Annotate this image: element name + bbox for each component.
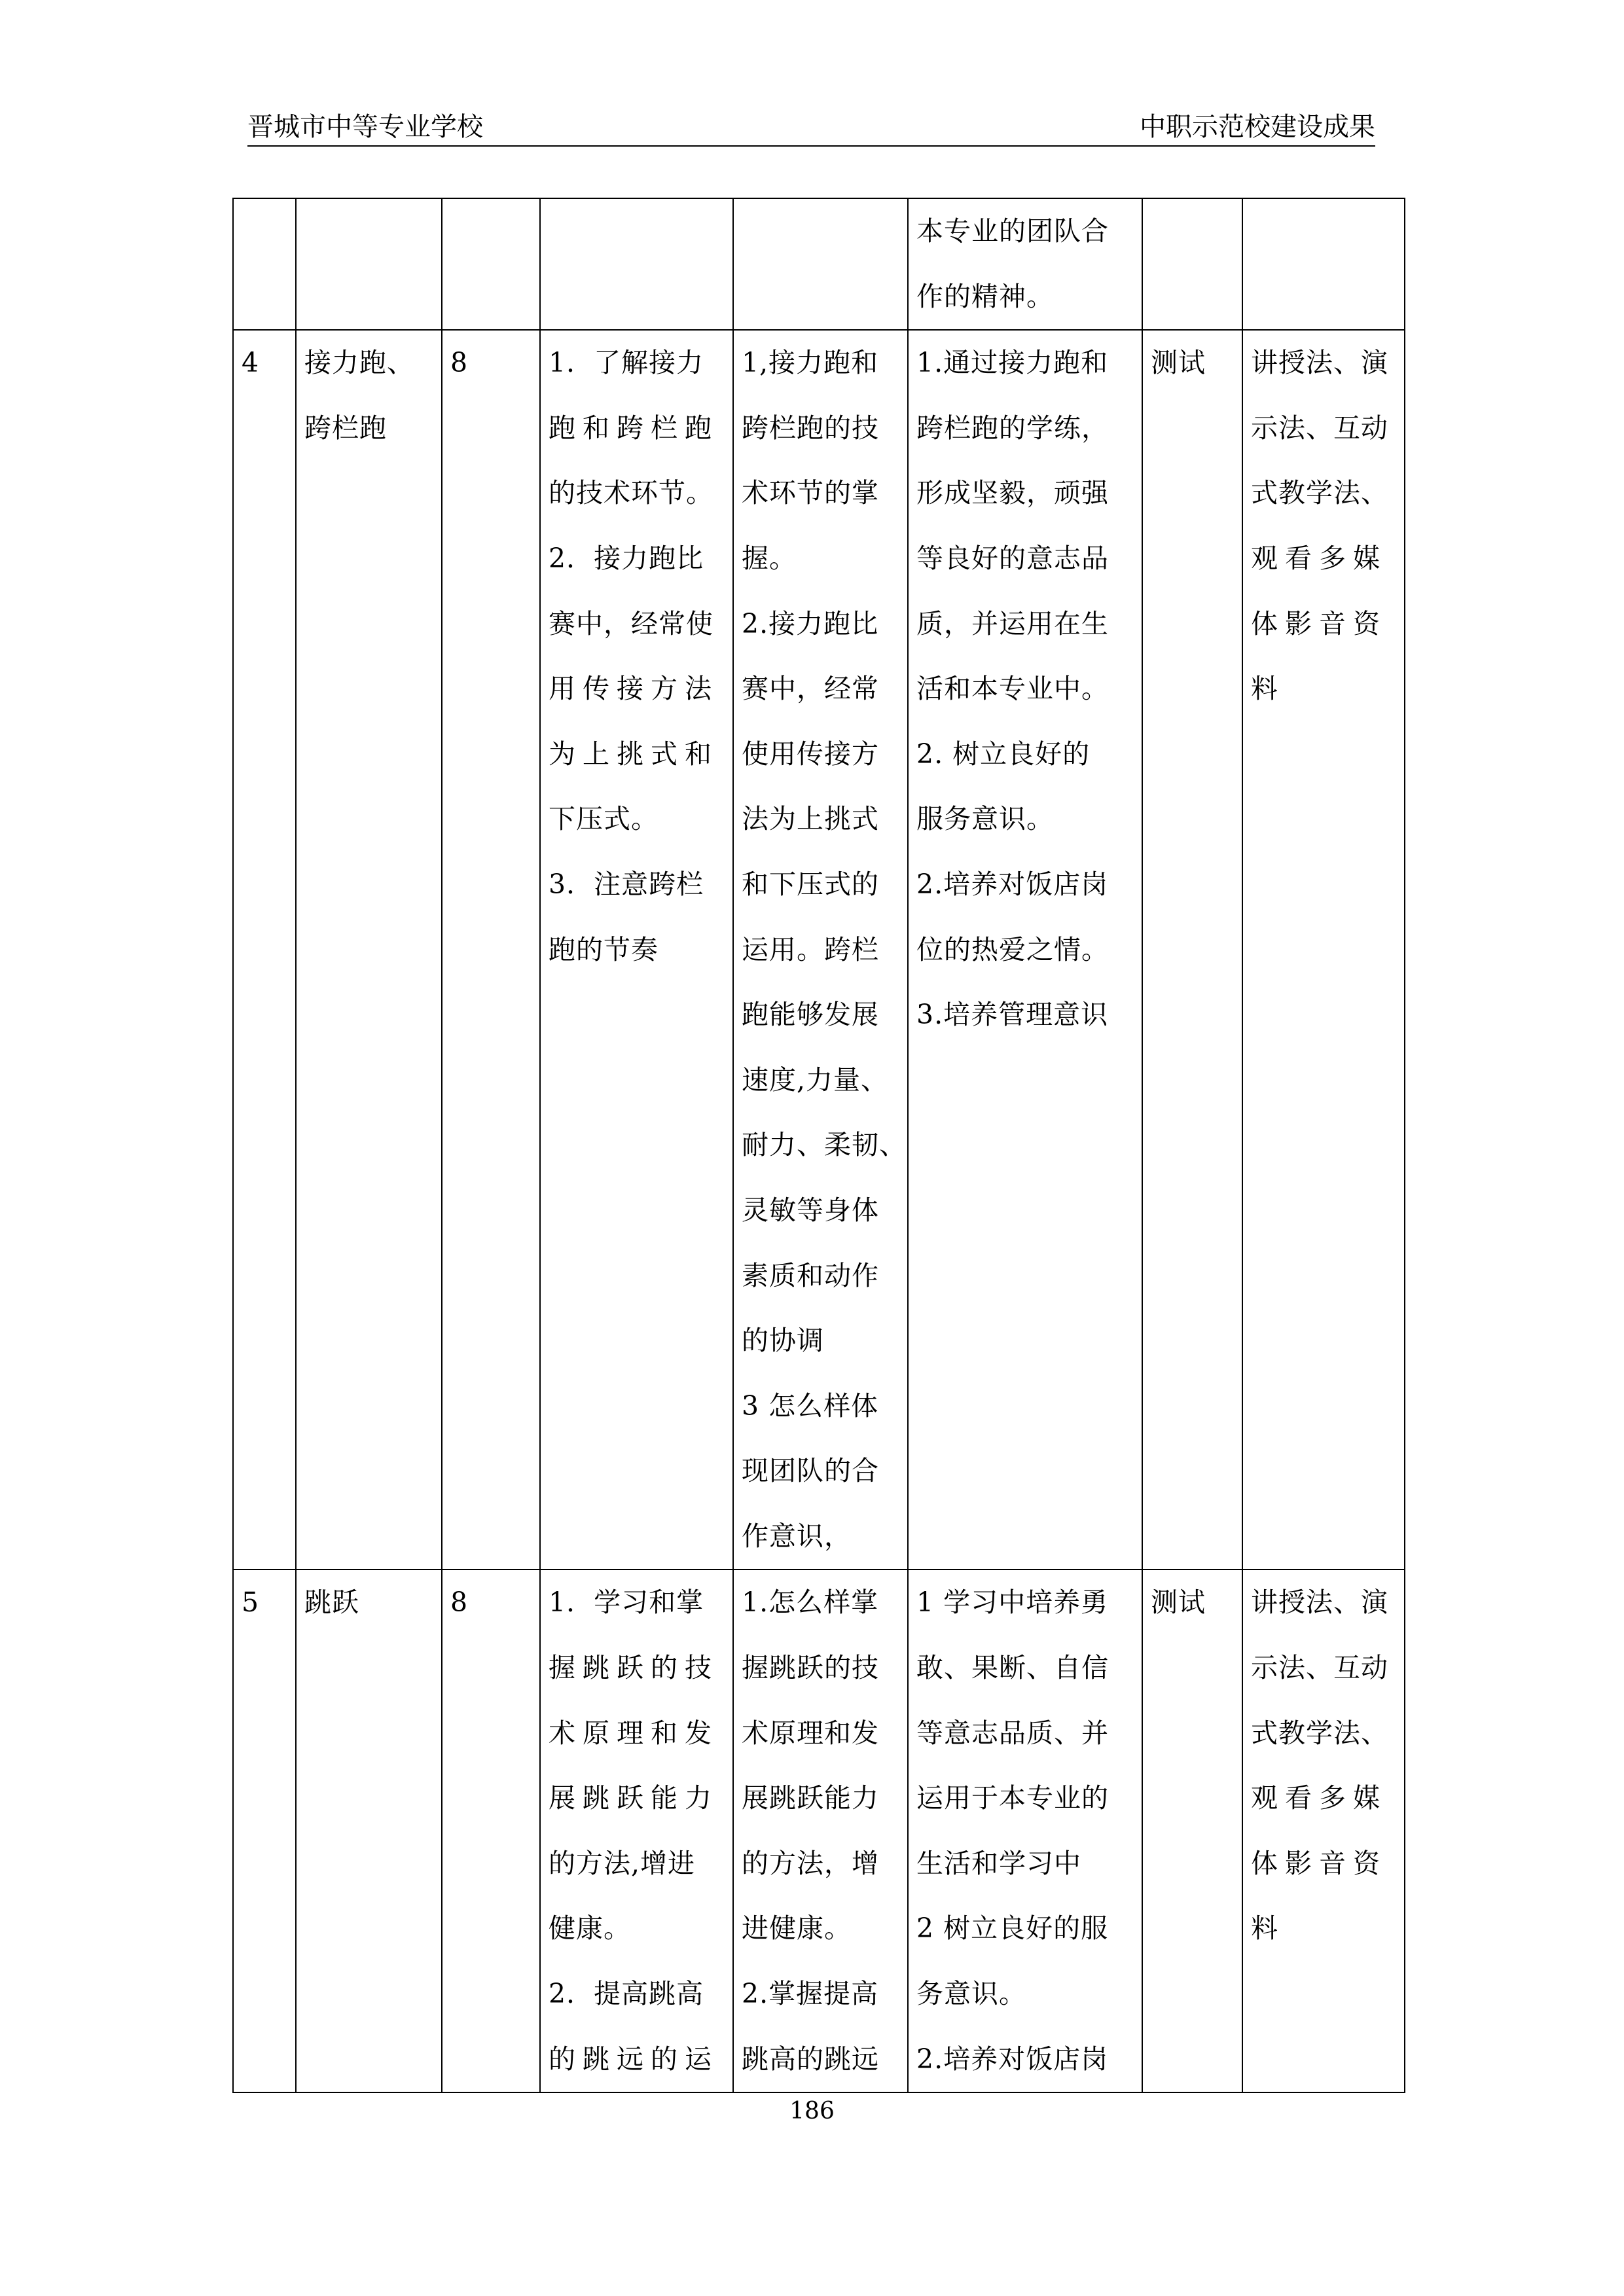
cell-text-line: 讲授法、演 — [1251, 1587, 1388, 1619]
cell-text-line: 2.培养对饭店岗 — [916, 2043, 1109, 2075]
header-school-name: 晋城市中等专业学校 — [247, 112, 483, 142]
cell-text-line: 2. 树立良好的 — [916, 738, 1091, 770]
cell-text-line: 下压式。 — [549, 803, 659, 835]
cell-text-line: 进健康。 — [742, 1912, 852, 1945]
cell-text-line: 1．了解接力 — [549, 347, 704, 379]
topic-name-cell — [296, 330, 442, 1570]
teaching-methods-cell — [1242, 198, 1405, 330]
cell-text-line: 跨栏跑 — [304, 412, 387, 444]
cell-text-line: 质，并运用在生 — [916, 607, 1109, 639]
row-number-cell — [233, 198, 296, 330]
cell-text-line: 1.通过接力跑和 — [916, 347, 1109, 379]
quality-objectives-cell — [908, 1570, 1142, 2092]
cell-text-line: 术原理和发 — [742, 1717, 879, 1749]
topic-name-cell — [296, 198, 442, 330]
cell-text-line: 灵敏等身体 — [742, 1194, 879, 1226]
cell-text-line: 的方法,增进 — [549, 1847, 696, 1879]
cell-text-line: 的跳远的运 — [549, 2043, 719, 2075]
teaching-methods-cell — [1242, 330, 1405, 1570]
cell-text-line: 观看多媒 — [1251, 1782, 1387, 1814]
teaching-methods-cell — [1242, 1570, 1405, 2092]
cell-text-line: 跳高的跳远 — [742, 2043, 879, 2075]
cell-text-line: 2.培养对饭店岗 — [916, 868, 1109, 900]
cell-text-line: 2．提高跳高 — [549, 1978, 704, 2010]
cell-text-line: 等良好的意志品 — [916, 542, 1109, 574]
cell-text-line: 2．接力跑比 — [549, 542, 704, 574]
cell-text-line: 式教学法、 — [1251, 477, 1388, 509]
cell-text-line: 测试 — [1151, 347, 1206, 379]
cell-text-line: 2.接力跑比 — [742, 607, 879, 639]
header-document-title: 中职示范校建设成果 — [1140, 112, 1375, 142]
cell-text-line: 形成坚毅，顽强 — [916, 477, 1109, 509]
cell-text-line: 1.怎么样掌 — [742, 1587, 879, 1619]
assessment-cell — [1142, 198, 1242, 330]
cell-text-line: 测试 — [1151, 1587, 1206, 1619]
cell-text-line: 术环节的掌 — [742, 477, 879, 509]
cell-text-line: 3 怎么样体 — [742, 1390, 879, 1422]
cell-text-line: 体影音资 — [1251, 1847, 1387, 1879]
cell-text-line: 活和本专业中。 — [916, 673, 1109, 705]
key-points-cell — [733, 1570, 908, 2092]
cell-text-line: 务意识。 — [916, 1978, 1026, 2010]
cell-text-line: 本专业的团队合 — [916, 215, 1109, 247]
cell-text-line: 服务意识。 — [916, 803, 1054, 835]
header-rule — [247, 145, 1375, 147]
assessment-cell — [1142, 1570, 1242, 2092]
cell-text-line: 2 树立良好的服 — [916, 1912, 1109, 1945]
cell-text-line: 展跳跃能力 — [549, 1782, 719, 1814]
cell-text-line: 1 学习中培养勇 — [916, 1587, 1109, 1619]
curriculum-table — [232, 198, 1405, 2093]
cell-text-line: 式教学法、 — [1251, 1717, 1388, 1749]
cell-text-line: 赛中，经常 — [742, 673, 879, 705]
cell-text-line: 示法、互动 — [1251, 412, 1388, 444]
cell-text-line: 2.掌握提高 — [742, 1978, 879, 2010]
key-points-cell — [733, 330, 908, 1570]
cell-text-line: 示法、互动 — [1251, 1652, 1388, 1684]
cell-text-line: 接力跑、 — [304, 347, 414, 379]
cell-text-line: 术原理和发 — [549, 1717, 719, 1749]
hours-cell: 8 — [442, 1570, 540, 2092]
cell-text-line: 握跳跃的技 — [742, 1652, 879, 1684]
cell-text-line: 的技术环节。 — [549, 477, 713, 509]
cell-text-line: 健康。 — [549, 1912, 631, 1945]
cell-text-line: 料 — [1251, 673, 1278, 705]
cell-text-line: 握。 — [742, 542, 797, 574]
cell-text-line: 作意识， — [742, 1520, 852, 1552]
cell-text-line: 为上挑式和 — [549, 738, 719, 770]
quality-objectives-cell — [908, 330, 1142, 1570]
cell-text-line: 体影音资 — [1251, 607, 1387, 639]
knowledge-objectives-cell — [540, 330, 733, 1570]
cell-text-line: 握跳跃的技 — [549, 1652, 719, 1684]
cell-text-line: 等意志品质、并 — [916, 1717, 1109, 1749]
knowledge-objectives-cell — [540, 1570, 733, 2092]
table-body — [233, 198, 1405, 2092]
cell-text-line: 生活和学习中 — [916, 1847, 1081, 1879]
table-row — [233, 1570, 1405, 2092]
cell-text-line: 讲授法、演 — [1251, 347, 1388, 379]
row-number-cell: 5 — [233, 1570, 296, 2092]
cell-text-line: 素质和动作 — [742, 1259, 879, 1291]
page-number: 186 — [789, 2098, 835, 2125]
knowledge-objectives-cell — [540, 198, 733, 330]
key-points-cell — [733, 198, 908, 330]
hours-cell: 8 — [442, 330, 540, 1570]
hours-cell — [442, 198, 540, 330]
cell-text-line: 跑的节奏 — [549, 933, 659, 965]
cell-text-line: 敢、果断、自信 — [916, 1652, 1109, 1684]
cell-text-line: 跨栏跑的技 — [742, 412, 879, 444]
cell-text-line: 的方法，增 — [742, 1847, 879, 1879]
cell-text-line: 作的精神。 — [916, 280, 1054, 312]
assessment-cell — [1142, 330, 1242, 1570]
topic-name-cell — [296, 1570, 442, 2092]
cell-text-line: 现团队的合 — [742, 1455, 879, 1487]
cell-text-line: 运用。跨栏 — [742, 933, 879, 965]
cell-text-line: 跑能够发展 — [742, 999, 879, 1031]
cell-text-line: 跨栏跑的学练， — [916, 412, 1109, 444]
cell-text-line: 跑和跨栏跑 — [549, 412, 719, 444]
cell-text-line: 跳跃 — [304, 1587, 359, 1619]
cell-text-line: 3．注意跨栏 — [549, 868, 704, 900]
cell-text-line: 展跳跃能力 — [742, 1782, 879, 1814]
cell-text-line: 1,接力跑和 — [742, 347, 879, 379]
cell-text-line: 速度,力量、 — [742, 1064, 889, 1096]
cell-text-line: 3.培养管理意识 — [916, 999, 1109, 1031]
cell-text-line: 耐力、柔韧、 — [742, 1129, 907, 1161]
quality-objectives-cell — [908, 198, 1142, 330]
cell-text-line: 赛中，经常使 — [549, 607, 713, 639]
cell-text-line: 运用于本专业的 — [916, 1782, 1109, 1814]
cell-text-line: 观看多媒 — [1251, 542, 1387, 574]
row-number-cell: 4 — [233, 330, 296, 1570]
cell-text-line: 位的热爱之情。 — [916, 933, 1109, 965]
cell-text-line: 使用传接方 — [742, 738, 879, 770]
cell-text-line: 料 — [1251, 1912, 1278, 1945]
table-row — [233, 330, 1405, 1570]
cell-text-line: 法为上挑式 — [742, 803, 879, 835]
cell-text-line: 用传接方法 — [549, 673, 719, 705]
cell-text-line: 1．学习和掌 — [549, 1587, 704, 1619]
cell-text-line: 和下压式的 — [742, 868, 879, 900]
cell-text-line: 的协调 — [742, 1325, 824, 1357]
table-row — [233, 198, 1405, 330]
